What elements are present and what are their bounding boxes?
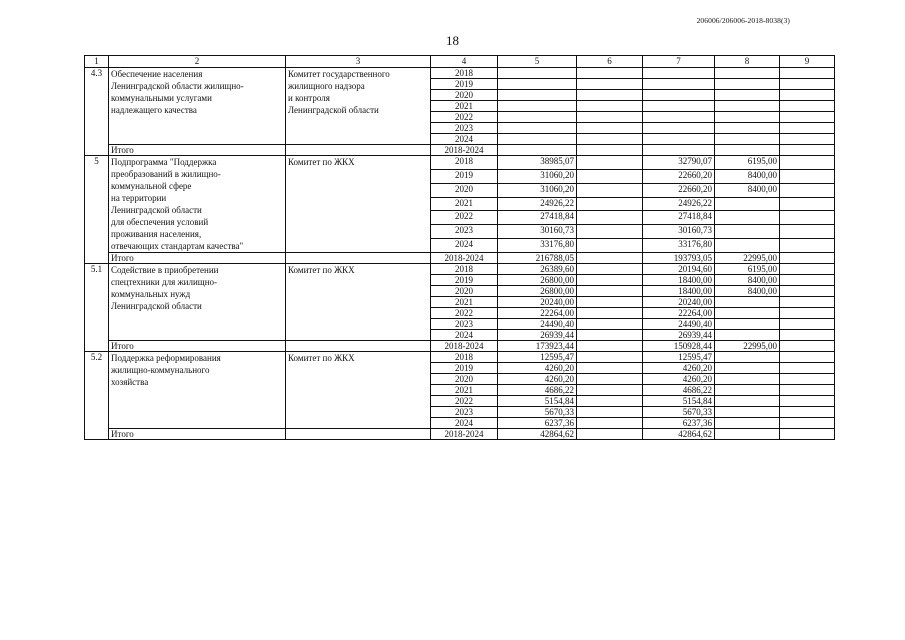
total-amount-cell: 26939,44 (498, 330, 577, 341)
total-amount-cell: 31060,20 (498, 169, 577, 183)
federal-budget-cell (577, 330, 643, 341)
total-amount-cell: 6237,36 (498, 418, 577, 429)
year-cell: 2020 (431, 183, 498, 197)
year-cell: 2020 (431, 286, 498, 297)
section-name-text: Обеспечение населения Ленинградской области жилищно- коммунальными услугами надлежащего качества (111, 69, 244, 115)
regional-budget-cell: 24926,22 (643, 197, 715, 211)
other-sources-cell (780, 156, 835, 170)
column-header: 7 (643, 56, 715, 68)
total-row (85, 429, 835, 440)
total-amount-cell: 38985,07 (498, 156, 577, 170)
year-cell: 2018 (431, 264, 498, 275)
local-budget-cell (715, 407, 780, 418)
other-sources-cell (780, 211, 835, 225)
section-name-text: Содействие в приобретении спецтехники для жилищно- коммунальных нужд Ленинградской области (111, 265, 219, 311)
federal-budget-cell (577, 297, 643, 308)
local-budget-cell: 8400,00 (715, 183, 780, 197)
federal-budget-cell (577, 90, 643, 101)
column-header: 3 (286, 56, 431, 68)
section-executor (286, 156, 431, 253)
year-cell: 2020 (431, 90, 498, 101)
total-amount-cell: 4686,22 (498, 385, 577, 396)
regional-budget-cell (643, 134, 715, 145)
column-header: 2 (109, 56, 286, 68)
local-budget-cell (715, 319, 780, 330)
section-number: 5 (85, 156, 109, 264)
section-name (109, 68, 286, 145)
regional-budget-cell: 33176,80 (643, 239, 715, 253)
other-sources-cell (780, 134, 835, 145)
section-name-text: Подпрограмма "Поддержка преобразований в жилищно- коммунальной сфере на территории Ленинградской области для обеспечения условий проживания населения, отвечающих стандартам качества" (111, 157, 244, 251)
section-name (109, 352, 286, 429)
regional-budget-cell: 12595,47 (643, 352, 715, 363)
year-cell: 2023 (431, 225, 498, 239)
section-name-text: Поддержка реформирования жилищно-коммунального хозяйства (111, 353, 221, 387)
year-cell: 2019 (431, 275, 498, 286)
other-sources-cell (780, 341, 835, 352)
other-sources-cell (780, 68, 835, 79)
section-number: 4.3 (85, 68, 109, 156)
section-executor (286, 264, 431, 341)
total-amount-cell: 42864,62 (498, 429, 577, 440)
total-amount-cell: 30160,73 (498, 225, 577, 239)
regional-budget-cell: 193793,05 (643, 253, 715, 264)
other-sources-cell (780, 363, 835, 374)
other-sources-cell (780, 264, 835, 275)
local-budget-cell (715, 197, 780, 211)
regional-budget-cell: 5670,33 (643, 407, 715, 418)
total-executor-empty (286, 429, 431, 440)
year-cell: 2021 (431, 297, 498, 308)
local-budget-cell (715, 225, 780, 239)
year-cell: 2021 (431, 197, 498, 211)
federal-budget-cell (577, 308, 643, 319)
regional-budget-cell: 42864,62 (643, 429, 715, 440)
federal-budget-cell (577, 429, 643, 440)
regional-budget-cell (643, 90, 715, 101)
regional-budget-cell: 18400,00 (643, 275, 715, 286)
section-name (109, 156, 286, 253)
federal-budget-cell (577, 79, 643, 90)
local-budget-cell (715, 145, 780, 156)
regional-budget-cell: 150928,44 (643, 341, 715, 352)
year-cell: 2018 (431, 352, 498, 363)
year-cell: 2019 (431, 363, 498, 374)
other-sources-cell (780, 197, 835, 211)
other-sources-cell (780, 112, 835, 123)
other-sources-cell (780, 239, 835, 253)
other-sources-cell (780, 385, 835, 396)
local-budget-cell (715, 297, 780, 308)
section-number: 5.2 (85, 352, 109, 440)
total-amount-cell (498, 134, 577, 145)
local-budget-cell: 8400,00 (715, 169, 780, 183)
regional-budget-cell: 26939,44 (643, 330, 715, 341)
total-amount-cell: 5154,84 (498, 396, 577, 407)
year-cell: 2024 (431, 134, 498, 145)
other-sources-cell (780, 169, 835, 183)
year-cell: 2024 (431, 330, 498, 341)
total-row (85, 145, 835, 156)
federal-budget-cell (577, 407, 643, 418)
total-amount-cell: 24490,40 (498, 319, 577, 330)
federal-budget-cell (577, 319, 643, 330)
total-amount-cell: 173923,44 (498, 341, 577, 352)
total-executor-empty (286, 253, 431, 264)
other-sources-cell (780, 225, 835, 239)
federal-budget-cell (577, 183, 643, 197)
other-sources-cell (780, 297, 835, 308)
federal-budget-cell (577, 264, 643, 275)
other-sources-cell (780, 396, 835, 407)
budget-table (84, 55, 835, 440)
other-sources-cell (780, 79, 835, 90)
year-cell: 2023 (431, 407, 498, 418)
federal-budget-cell (577, 123, 643, 134)
regional-budget-cell: 20194,60 (643, 264, 715, 275)
regional-budget-cell: 22264,00 (643, 308, 715, 319)
regional-budget-cell: 6237,36 (643, 418, 715, 429)
other-sources-cell (780, 90, 835, 101)
federal-budget-cell (577, 352, 643, 363)
local-budget-cell: 8400,00 (715, 275, 780, 286)
year-cell: 2018 (431, 68, 498, 79)
other-sources-cell (780, 352, 835, 363)
total-amount-cell (498, 101, 577, 112)
regional-budget-cell (643, 101, 715, 112)
federal-budget-cell (577, 341, 643, 352)
year-cell: 2021 (431, 101, 498, 112)
total-amount-cell (498, 123, 577, 134)
federal-budget-cell (577, 169, 643, 183)
local-budget-cell (715, 90, 780, 101)
regional-budget-cell: 20240,00 (643, 297, 715, 308)
year-cell: 2023 (431, 319, 498, 330)
other-sources-cell (780, 101, 835, 112)
other-sources-cell (780, 275, 835, 286)
federal-budget-cell (577, 68, 643, 79)
local-budget-cell (715, 396, 780, 407)
regional-budget-cell: 4260,20 (643, 374, 715, 385)
other-sources-cell (780, 145, 835, 156)
federal-budget-cell (577, 239, 643, 253)
other-sources-cell (780, 253, 835, 264)
total-amount-cell: 33176,80 (498, 239, 577, 253)
local-budget-cell (715, 123, 780, 134)
section-name (109, 264, 286, 341)
total-period: 2018-2024 (431, 429, 498, 440)
federal-budget-cell (577, 145, 643, 156)
regional-budget-cell: 18400,00 (643, 286, 715, 297)
federal-budget-cell (577, 374, 643, 385)
regional-budget-cell (643, 123, 715, 134)
column-number-row (85, 56, 835, 68)
total-amount-cell: 31060,20 (498, 183, 577, 197)
year-cell: 2022 (431, 308, 498, 319)
local-budget-cell (715, 68, 780, 79)
total-amount-cell (498, 79, 577, 90)
local-budget-cell (715, 112, 780, 123)
total-row (85, 253, 835, 264)
federal-budget-cell (577, 156, 643, 170)
local-budget-cell (715, 308, 780, 319)
total-label: Итого (109, 253, 286, 264)
document-id: 206006/206006-2018-8038(3) (696, 16, 790, 25)
federal-budget-cell (577, 253, 643, 264)
regional-budget-cell: 22660,20 (643, 183, 715, 197)
federal-budget-cell (577, 418, 643, 429)
local-budget-cell (715, 418, 780, 429)
local-budget-cell (715, 134, 780, 145)
total-period: 2018-2024 (431, 341, 498, 352)
federal-budget-cell (577, 112, 643, 123)
section-executor-text: Комитет по ЖКХ (288, 265, 355, 275)
total-amount-cell: 20240,00 (498, 297, 577, 308)
regional-budget-cell: 4260,20 (643, 363, 715, 374)
regional-budget-cell: 32790,07 (643, 156, 715, 170)
other-sources-cell (780, 319, 835, 330)
local-budget-cell (715, 239, 780, 253)
total-label: Итого (109, 429, 286, 440)
federal-budget-cell (577, 101, 643, 112)
section-executor-text: Комитет государственного жилищного надзора и контроля Ленинградской области (288, 69, 390, 115)
regional-budget-cell (643, 68, 715, 79)
total-amount-cell: 4260,20 (498, 363, 577, 374)
table-row (85, 156, 835, 170)
table-row (85, 68, 835, 79)
other-sources-cell (780, 374, 835, 385)
local-budget-cell: 6195,00 (715, 156, 780, 170)
total-amount-cell: 12595,47 (498, 352, 577, 363)
year-cell: 2023 (431, 123, 498, 134)
other-sources-cell (780, 183, 835, 197)
federal-budget-cell (577, 275, 643, 286)
local-budget-cell (715, 352, 780, 363)
total-label: Итого (109, 341, 286, 352)
local-budget-cell: 22995,00 (715, 253, 780, 264)
year-cell: 2018 (431, 156, 498, 170)
federal-budget-cell (577, 385, 643, 396)
local-budget-cell (715, 79, 780, 90)
federal-budget-cell (577, 286, 643, 297)
other-sources-cell (780, 429, 835, 440)
local-budget-cell (715, 330, 780, 341)
regional-budget-cell (643, 112, 715, 123)
local-budget-cell (715, 211, 780, 225)
total-amount-cell (498, 112, 577, 123)
page-number: 18 (446, 33, 459, 48)
regional-budget-cell (643, 145, 715, 156)
local-budget-cell (715, 363, 780, 374)
year-cell: 2021 (431, 385, 498, 396)
total-amount-cell: 22264,00 (498, 308, 577, 319)
federal-budget-cell (577, 211, 643, 225)
regional-budget-cell: 24490,40 (643, 319, 715, 330)
section-number: 5.1 (85, 264, 109, 352)
federal-budget-cell (577, 363, 643, 374)
total-amount-cell: 216788,05 (498, 253, 577, 264)
local-budget-cell (715, 385, 780, 396)
year-cell: 2020 (431, 374, 498, 385)
total-label: Итого (109, 145, 286, 156)
federal-budget-cell (577, 197, 643, 211)
regional-budget-cell: 30160,73 (643, 225, 715, 239)
local-budget-cell: 8400,00 (715, 286, 780, 297)
year-cell: 2022 (431, 396, 498, 407)
federal-budget-cell (577, 225, 643, 239)
total-amount-cell: 24926,22 (498, 197, 577, 211)
other-sources-cell (780, 286, 835, 297)
regional-budget-cell: 27418,84 (643, 211, 715, 225)
column-header: 9 (780, 56, 835, 68)
year-cell: 2022 (431, 211, 498, 225)
regional-budget-cell (643, 79, 715, 90)
total-amount-cell: 26800,00 (498, 275, 577, 286)
total-period: 2018-2024 (431, 145, 498, 156)
other-sources-cell (780, 407, 835, 418)
local-budget-cell: 6195,00 (715, 264, 780, 275)
other-sources-cell (780, 418, 835, 429)
total-executor-empty (286, 341, 431, 352)
table-row (85, 352, 835, 363)
total-amount-cell: 27418,84 (498, 211, 577, 225)
total-period: 2018-2024 (431, 253, 498, 264)
year-cell: 2019 (431, 79, 498, 90)
local-budget-cell (715, 374, 780, 385)
total-amount-cell: 26389,60 (498, 264, 577, 275)
local-budget-cell (715, 101, 780, 112)
section-executor-text: Комитет по ЖКХ (288, 353, 355, 363)
local-budget-cell (715, 429, 780, 440)
regional-budget-cell: 4686,22 (643, 385, 715, 396)
column-header: 6 (577, 56, 643, 68)
year-cell: 2024 (431, 418, 498, 429)
total-row (85, 341, 835, 352)
other-sources-cell (780, 330, 835, 341)
column-header: 1 (85, 56, 109, 68)
regional-budget-cell: 22660,20 (643, 169, 715, 183)
total-amount-cell (498, 145, 577, 156)
table-row (85, 264, 835, 275)
total-amount-cell: 4260,20 (498, 374, 577, 385)
federal-budget-cell (577, 396, 643, 407)
regional-budget-cell: 5154,84 (643, 396, 715, 407)
section-executor (286, 352, 431, 429)
total-amount-cell: 5670,33 (498, 407, 577, 418)
other-sources-cell (780, 308, 835, 319)
total-amount-cell (498, 68, 577, 79)
local-budget-cell: 22995,00 (715, 341, 780, 352)
year-cell: 2024 (431, 239, 498, 253)
federal-budget-cell (577, 134, 643, 145)
column-header: 5 (498, 56, 577, 68)
other-sources-cell (780, 123, 835, 134)
total-executor-empty (286, 145, 431, 156)
column-header: 4 (431, 56, 498, 68)
column-header: 8 (715, 56, 780, 68)
year-cell: 2022 (431, 112, 498, 123)
total-amount-cell: 26800,00 (498, 286, 577, 297)
section-executor (286, 68, 431, 145)
total-amount-cell (498, 90, 577, 101)
year-cell: 2019 (431, 169, 498, 183)
table-body (85, 56, 835, 440)
section-executor-text: Комитет по ЖКХ (288, 157, 355, 167)
